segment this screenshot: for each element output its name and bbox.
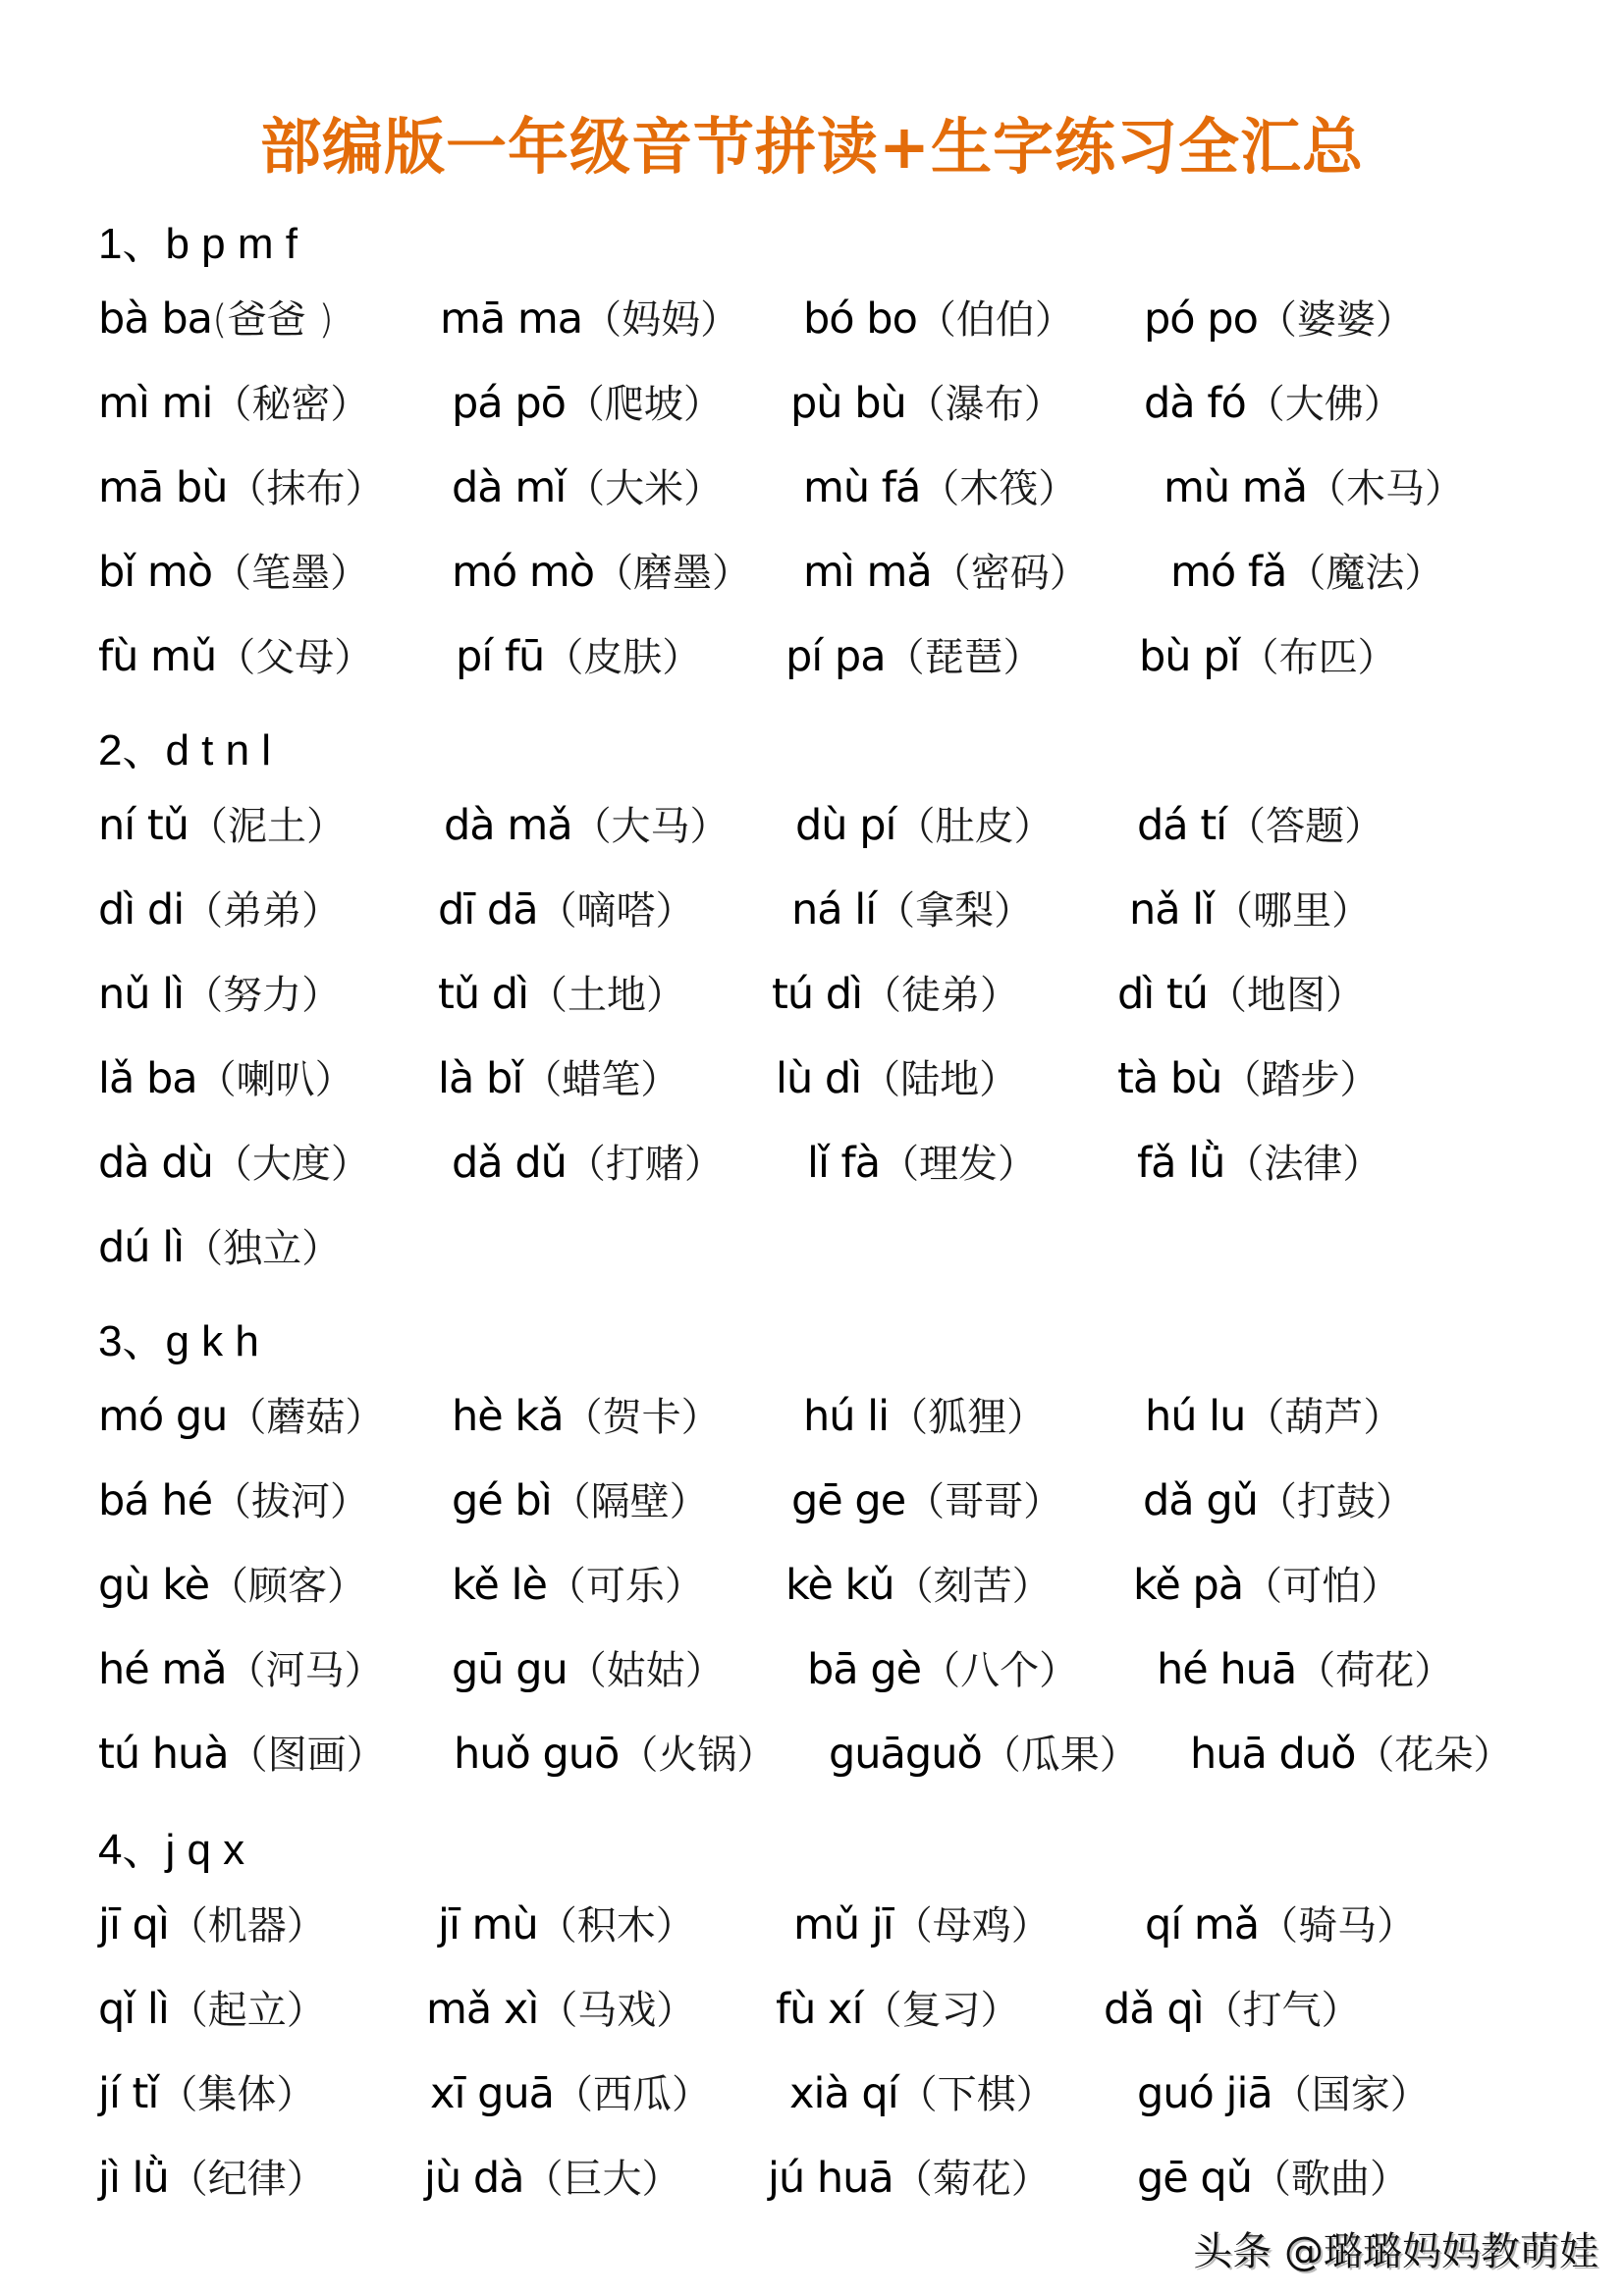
pinyin: kè kǔ <box>785 1561 894 1610</box>
word-entry <box>452 1551 704 1621</box>
pinyin: qí mǎ <box>1145 1900 1260 1949</box>
pinyin: tà bù <box>1117 1054 1222 1103</box>
word-entry <box>98 876 341 945</box>
pinyin: pù bù <box>790 379 906 428</box>
page-title: 部编版一年级音节拼读+生字练习全汇总 <box>260 111 1364 183</box>
hanzi: （河马） <box>226 1648 384 1693</box>
pinyin: xī guā <box>430 2069 554 2118</box>
hanzi: （图画） <box>228 1733 386 1778</box>
hanzi: （马戏） <box>538 1988 696 2033</box>
word-entry <box>98 1891 326 1960</box>
section-heading-jqx: 4、j q x <box>98 1826 245 1874</box>
word-entry <box>424 2144 681 2214</box>
word-entry <box>98 791 346 861</box>
pinyin: jù dà <box>424 2154 524 2203</box>
pinyin: jú huā <box>768 2154 893 2203</box>
hanzi: （葫芦） <box>1245 1395 1403 1440</box>
word-entry <box>789 2059 1056 2129</box>
word-row <box>0 538 1624 607</box>
word-entry <box>444 791 730 861</box>
word-entry <box>98 1720 386 1789</box>
word-entry <box>454 1720 776 1789</box>
pinyin: huǒ guō <box>454 1730 620 1779</box>
word-row <box>0 2059 1624 2128</box>
word-row <box>0 1635 1624 1704</box>
pinyin: bā gè <box>807 1645 922 1694</box>
hanzi: （大度） <box>212 1142 370 1187</box>
pinyin: dī dā <box>438 885 538 934</box>
word-entry <box>438 876 695 945</box>
hanzi: （婆婆） <box>1257 297 1415 343</box>
hanzi: （大马） <box>571 804 730 849</box>
pinyin: mǔ jī <box>793 1900 893 1949</box>
hanzi: （妈妈） <box>582 297 740 343</box>
word-entry <box>426 1975 695 2045</box>
word-entry <box>1137 1129 1381 1199</box>
pinyin: pó po <box>1144 294 1258 344</box>
hanzi: （肚皮） <box>895 804 1054 849</box>
pinyin: mó fǎ <box>1170 548 1287 597</box>
hanzi: （纪律） <box>168 2157 326 2202</box>
word-entry <box>807 1129 1037 1199</box>
pinyin: jí tǐ <box>98 2069 159 2118</box>
word-entry <box>98 1551 366 1621</box>
pinyin: ní tǔ <box>98 801 189 850</box>
pinyin: dǎ dǔ <box>452 1139 567 1188</box>
hanzi: （木筏） <box>920 466 1078 511</box>
word-entry <box>807 1635 1078 1705</box>
word-entry <box>430 2059 711 2129</box>
word-entry <box>1129 876 1371 945</box>
hanzi: （花朵） <box>1355 1733 1513 1778</box>
word-entry <box>1143 1467 1415 1536</box>
word-entry <box>98 1382 384 1452</box>
pinyin: jī mù <box>438 1900 538 1949</box>
hanzi: （下棋） <box>897 2072 1056 2117</box>
word-entry <box>452 1129 724 1199</box>
hanzi: （嘀嗒） <box>537 888 695 934</box>
word-row <box>0 285 1624 353</box>
word-entry <box>456 622 701 692</box>
pinyin: là bǐ <box>438 1054 523 1103</box>
hanzi: （拔河） <box>212 1479 370 1524</box>
word-entry <box>98 2059 315 2129</box>
pinyin: tú huà <box>98 1730 229 1779</box>
hanzi: （大佛） <box>1245 382 1403 427</box>
hanzi: （皮肤） <box>544 635 702 680</box>
word-entry <box>98 1044 354 1114</box>
pinyin: fǎ lǜ <box>1137 1139 1225 1188</box>
word-row <box>0 369 1624 438</box>
pinyin: gù kè <box>98 1561 210 1610</box>
pinyin: gū gu <box>452 1645 568 1694</box>
word-entry <box>98 1635 384 1705</box>
word-entry <box>803 454 1077 523</box>
word-entry <box>791 1467 1062 1536</box>
hanzi: （魔法） <box>1286 551 1444 596</box>
hanzi: （哪里） <box>1214 888 1372 934</box>
hanzi: （理发） <box>880 1142 1038 1187</box>
pinyin: dà fó <box>1144 379 1246 428</box>
watermark: 头条 @璐璐妈妈教萌娃 <box>1193 2229 1598 2274</box>
pinyin: dú lì <box>98 1223 185 1272</box>
hanzi: （笔墨） <box>212 551 370 596</box>
hanzi: （骑马） <box>1259 1903 1417 1949</box>
hanzi: （姑姑） <box>567 1648 725 1693</box>
word-row <box>0 622 1624 691</box>
word-entry <box>98 1129 370 1199</box>
word-entry <box>1137 2144 1409 2214</box>
pinyin: mó mò <box>452 548 595 597</box>
pinyin: bà ba <box>98 294 212 344</box>
hanzi: （大米） <box>566 466 724 511</box>
word-entry <box>791 876 1033 945</box>
pinyin: nǎ lǐ <box>1129 885 1215 934</box>
pinyin: fù mǔ <box>98 632 217 681</box>
word-entry <box>790 369 1063 439</box>
hanzi: （火锅） <box>619 1733 777 1778</box>
hanzi: （琵琶） <box>885 635 1043 680</box>
hanzi: （木马） <box>1307 466 1465 511</box>
word-entry <box>98 369 369 439</box>
word-row <box>0 2144 1624 2213</box>
word-entry <box>452 538 751 608</box>
hanzi: （弟弟） <box>184 888 342 934</box>
word-entry <box>1117 1044 1379 1114</box>
word-entry <box>452 369 723 439</box>
pinyin: dà dù <box>98 1139 213 1188</box>
word-row <box>0 1975 1624 2044</box>
pinyin: jì lǜ <box>98 2154 169 2203</box>
word-entry <box>452 1382 721 1452</box>
pinyin: lǎ ba <box>98 1054 197 1103</box>
word-row <box>0 1129 1624 1198</box>
hanzi: （巨大） <box>523 2157 681 2202</box>
hanzi: （法律） <box>1224 1142 1382 1187</box>
hanzi: （打鼓） <box>1257 1479 1415 1524</box>
pinyin: hú lu <box>1145 1392 1246 1441</box>
pinyin: mì mǎ <box>803 548 932 597</box>
hanzi: （土地） <box>528 973 686 1018</box>
hanzi: （泥土） <box>188 804 346 849</box>
pinyin: pí pa <box>785 632 886 681</box>
word-entry <box>768 2144 1051 2214</box>
pinyin: lù dì <box>776 1054 862 1103</box>
word-entry <box>803 538 1089 608</box>
pinyin: mù fá <box>803 463 921 512</box>
hanzi: （瀑布） <box>905 382 1063 427</box>
pinyin: lǐ fà <box>807 1139 881 1188</box>
word-entry <box>1190 1720 1512 1789</box>
pinyin: mā bù <box>98 463 228 512</box>
word-entry <box>1144 285 1415 354</box>
hanzi: （西瓜） <box>553 2072 711 2117</box>
section-heading-bpmf: 1、b p m f <box>98 220 298 268</box>
word-row <box>0 1382 1624 1451</box>
pinyin: bǐ mò <box>98 548 213 597</box>
word-entry <box>452 1635 725 1705</box>
pinyin: mó gu <box>98 1392 228 1441</box>
pinyin: pí fū <box>456 632 545 681</box>
hanzi: （隔壁） <box>551 1479 709 1524</box>
section-heading-dtnl: 2、d t n l <box>98 726 272 774</box>
hanzi: （瓜果） <box>981 1733 1139 1778</box>
word-entry <box>1145 1382 1402 1452</box>
word-entry <box>776 1044 1018 1114</box>
word-entry <box>803 1382 1046 1452</box>
hanzi: （菊花） <box>893 2157 1051 2202</box>
section-heading-gkh: 3、g k h <box>98 1317 259 1365</box>
word-row <box>0 1551 1624 1620</box>
hanzi: （贺卡） <box>563 1395 721 1440</box>
pinyin: jī qì <box>98 1900 169 1949</box>
word-entry <box>438 1891 695 1960</box>
word-entry <box>98 2144 326 2214</box>
hanzi: （父母） <box>216 635 374 680</box>
hanzi: （蜡笔） <box>522 1057 680 1102</box>
word-row <box>0 1720 1624 1789</box>
word-entry <box>98 622 373 692</box>
pinyin: huā duǒ <box>1190 1730 1356 1779</box>
hanzi: （机器） <box>168 1903 326 1949</box>
pinyin: pá pō <box>452 379 566 428</box>
hanzi: (爸爸 ) <box>211 297 334 343</box>
word-entry <box>438 960 685 1030</box>
pinyin: dù pí <box>795 801 896 850</box>
word-entry <box>1139 622 1396 692</box>
word-entry <box>1145 1891 1416 1960</box>
pinyin: kě pà <box>1133 1561 1244 1610</box>
pinyin: gē qǔ <box>1137 2154 1252 2203</box>
hanzi: （打赌） <box>566 1142 724 1187</box>
word-entry <box>440 285 739 354</box>
word-entry <box>98 454 384 523</box>
hanzi: （复习） <box>862 1988 1020 2033</box>
hanzi: （密码） <box>931 551 1089 596</box>
word-row <box>0 1467 1624 1535</box>
hanzi: （母鸡） <box>893 1903 1051 1949</box>
pinyin: qǐ lì <box>98 1985 169 2034</box>
hanzi: （可乐） <box>546 1564 704 1609</box>
pinyin: dà mǎ <box>444 801 572 850</box>
pinyin: gé bì <box>452 1476 552 1525</box>
hanzi: （独立） <box>184 1226 342 1271</box>
hanzi: （陆地） <box>861 1057 1019 1102</box>
hanzi: （顾客） <box>209 1564 367 1609</box>
pinyin: dà mǐ <box>452 463 567 512</box>
pinyin: hè kǎ <box>452 1392 564 1441</box>
word-entry <box>772 960 1019 1030</box>
word-entry <box>438 1044 679 1114</box>
hanzi: （拿梨） <box>876 888 1034 934</box>
word-entry <box>98 538 369 608</box>
hanzi: （蘑菇） <box>227 1395 385 1440</box>
word-entry <box>803 285 1074 354</box>
hanzi: （喇叭） <box>196 1057 354 1102</box>
word-row <box>0 454 1624 522</box>
word-entry <box>452 454 723 523</box>
hanzi: （积木） <box>537 1903 695 1949</box>
hanzi: （答题） <box>1226 804 1384 849</box>
hanzi: （狐狸） <box>889 1395 1047 1440</box>
pinyin: bá hé <box>98 1476 213 1525</box>
hanzi: （踏步） <box>1221 1057 1380 1102</box>
pinyin: hé huā <box>1157 1645 1297 1694</box>
word-entry <box>98 1467 369 1536</box>
hanzi: （荷花） <box>1296 1648 1454 1693</box>
word-entry <box>785 622 1043 692</box>
pinyin: fù xí <box>776 1985 863 2034</box>
word-row <box>0 876 1624 944</box>
hanzi: （徒弟） <box>862 973 1020 1018</box>
hanzi: （刻苦） <box>893 1564 1052 1609</box>
word-entry <box>1157 1635 1453 1705</box>
pinyin: mù mǎ <box>1164 463 1308 512</box>
word-entry <box>1133 1551 1400 1621</box>
hanzi: （集体） <box>158 2072 316 2117</box>
word-entry <box>785 1551 1052 1621</box>
word-entry <box>98 1213 341 1283</box>
word-entry <box>829 1720 1139 1789</box>
hanzi: （可怕） <box>1243 1564 1401 1609</box>
pinyin: bù pǐ <box>1139 632 1240 681</box>
pinyin: bó bo <box>803 294 917 344</box>
pinyin: dì tú <box>1117 970 1209 1019</box>
hanzi: （抹布） <box>227 466 385 511</box>
word-entry <box>795 791 1053 861</box>
word-entry <box>452 1467 709 1536</box>
hanzi: （哥哥） <box>905 1479 1063 1524</box>
hanzi: （起立） <box>168 1988 326 2033</box>
word-row <box>0 1891 1624 1959</box>
hanzi: （布匹） <box>1239 635 1397 680</box>
word-entry <box>1117 960 1365 1030</box>
word-entry <box>776 1975 1019 2045</box>
hanzi: （努力） <box>184 973 342 1018</box>
word-entry <box>1104 1975 1361 2045</box>
pinyin: kě lè <box>452 1561 547 1610</box>
word-entry <box>1144 369 1403 439</box>
word-entry <box>98 960 341 1030</box>
hanzi: （歌曲） <box>1251 2157 1409 2202</box>
word-row <box>0 1213 1624 1282</box>
hanzi: （秘密） <box>212 382 370 427</box>
pinyin: hú li <box>803 1392 890 1441</box>
pinyin: hé mǎ <box>98 1645 227 1694</box>
pinyin: dì di <box>98 885 185 934</box>
word-row <box>0 791 1624 860</box>
word-entry <box>1137 2059 1430 2129</box>
pinyin: tú dì <box>772 970 863 1019</box>
pinyin: tǔ dì <box>438 970 529 1019</box>
hanzi: （八个） <box>921 1648 1079 1693</box>
word-entry <box>1164 454 1464 523</box>
pinyin: gē ge <box>791 1476 906 1525</box>
pinyin: dá tí <box>1137 801 1227 850</box>
pinyin: mā ma <box>440 294 583 344</box>
hanzi: （地图） <box>1208 973 1366 1018</box>
word-row <box>0 1044 1624 1113</box>
hanzi: （打气） <box>1203 1988 1361 2033</box>
word-entry <box>1170 538 1443 608</box>
hanzi: （国家） <box>1272 2072 1430 2117</box>
word-entry <box>1137 791 1383 861</box>
word-row <box>0 960 1624 1029</box>
hanzi: （磨墨） <box>594 551 752 596</box>
pinyin: guāguǒ <box>829 1730 982 1779</box>
pinyin: nǔ lì <box>98 970 185 1019</box>
word-entry <box>98 285 334 354</box>
pinyin: guó jiā <box>1137 2069 1272 2118</box>
hanzi: （爬坡） <box>565 382 723 427</box>
pinyin: dǎ gǔ <box>1143 1476 1258 1525</box>
hanzi: （伯伯） <box>916 297 1074 343</box>
pinyin: mì mi <box>98 379 213 428</box>
pinyin: ná lí <box>791 885 877 934</box>
pinyin: mǎ xì <box>426 1985 539 2034</box>
word-entry <box>793 1891 1051 1960</box>
pinyin: xià qí <box>789 2069 898 2118</box>
pinyin: dǎ qì <box>1104 1985 1204 2034</box>
word-entry <box>98 1975 326 2045</box>
